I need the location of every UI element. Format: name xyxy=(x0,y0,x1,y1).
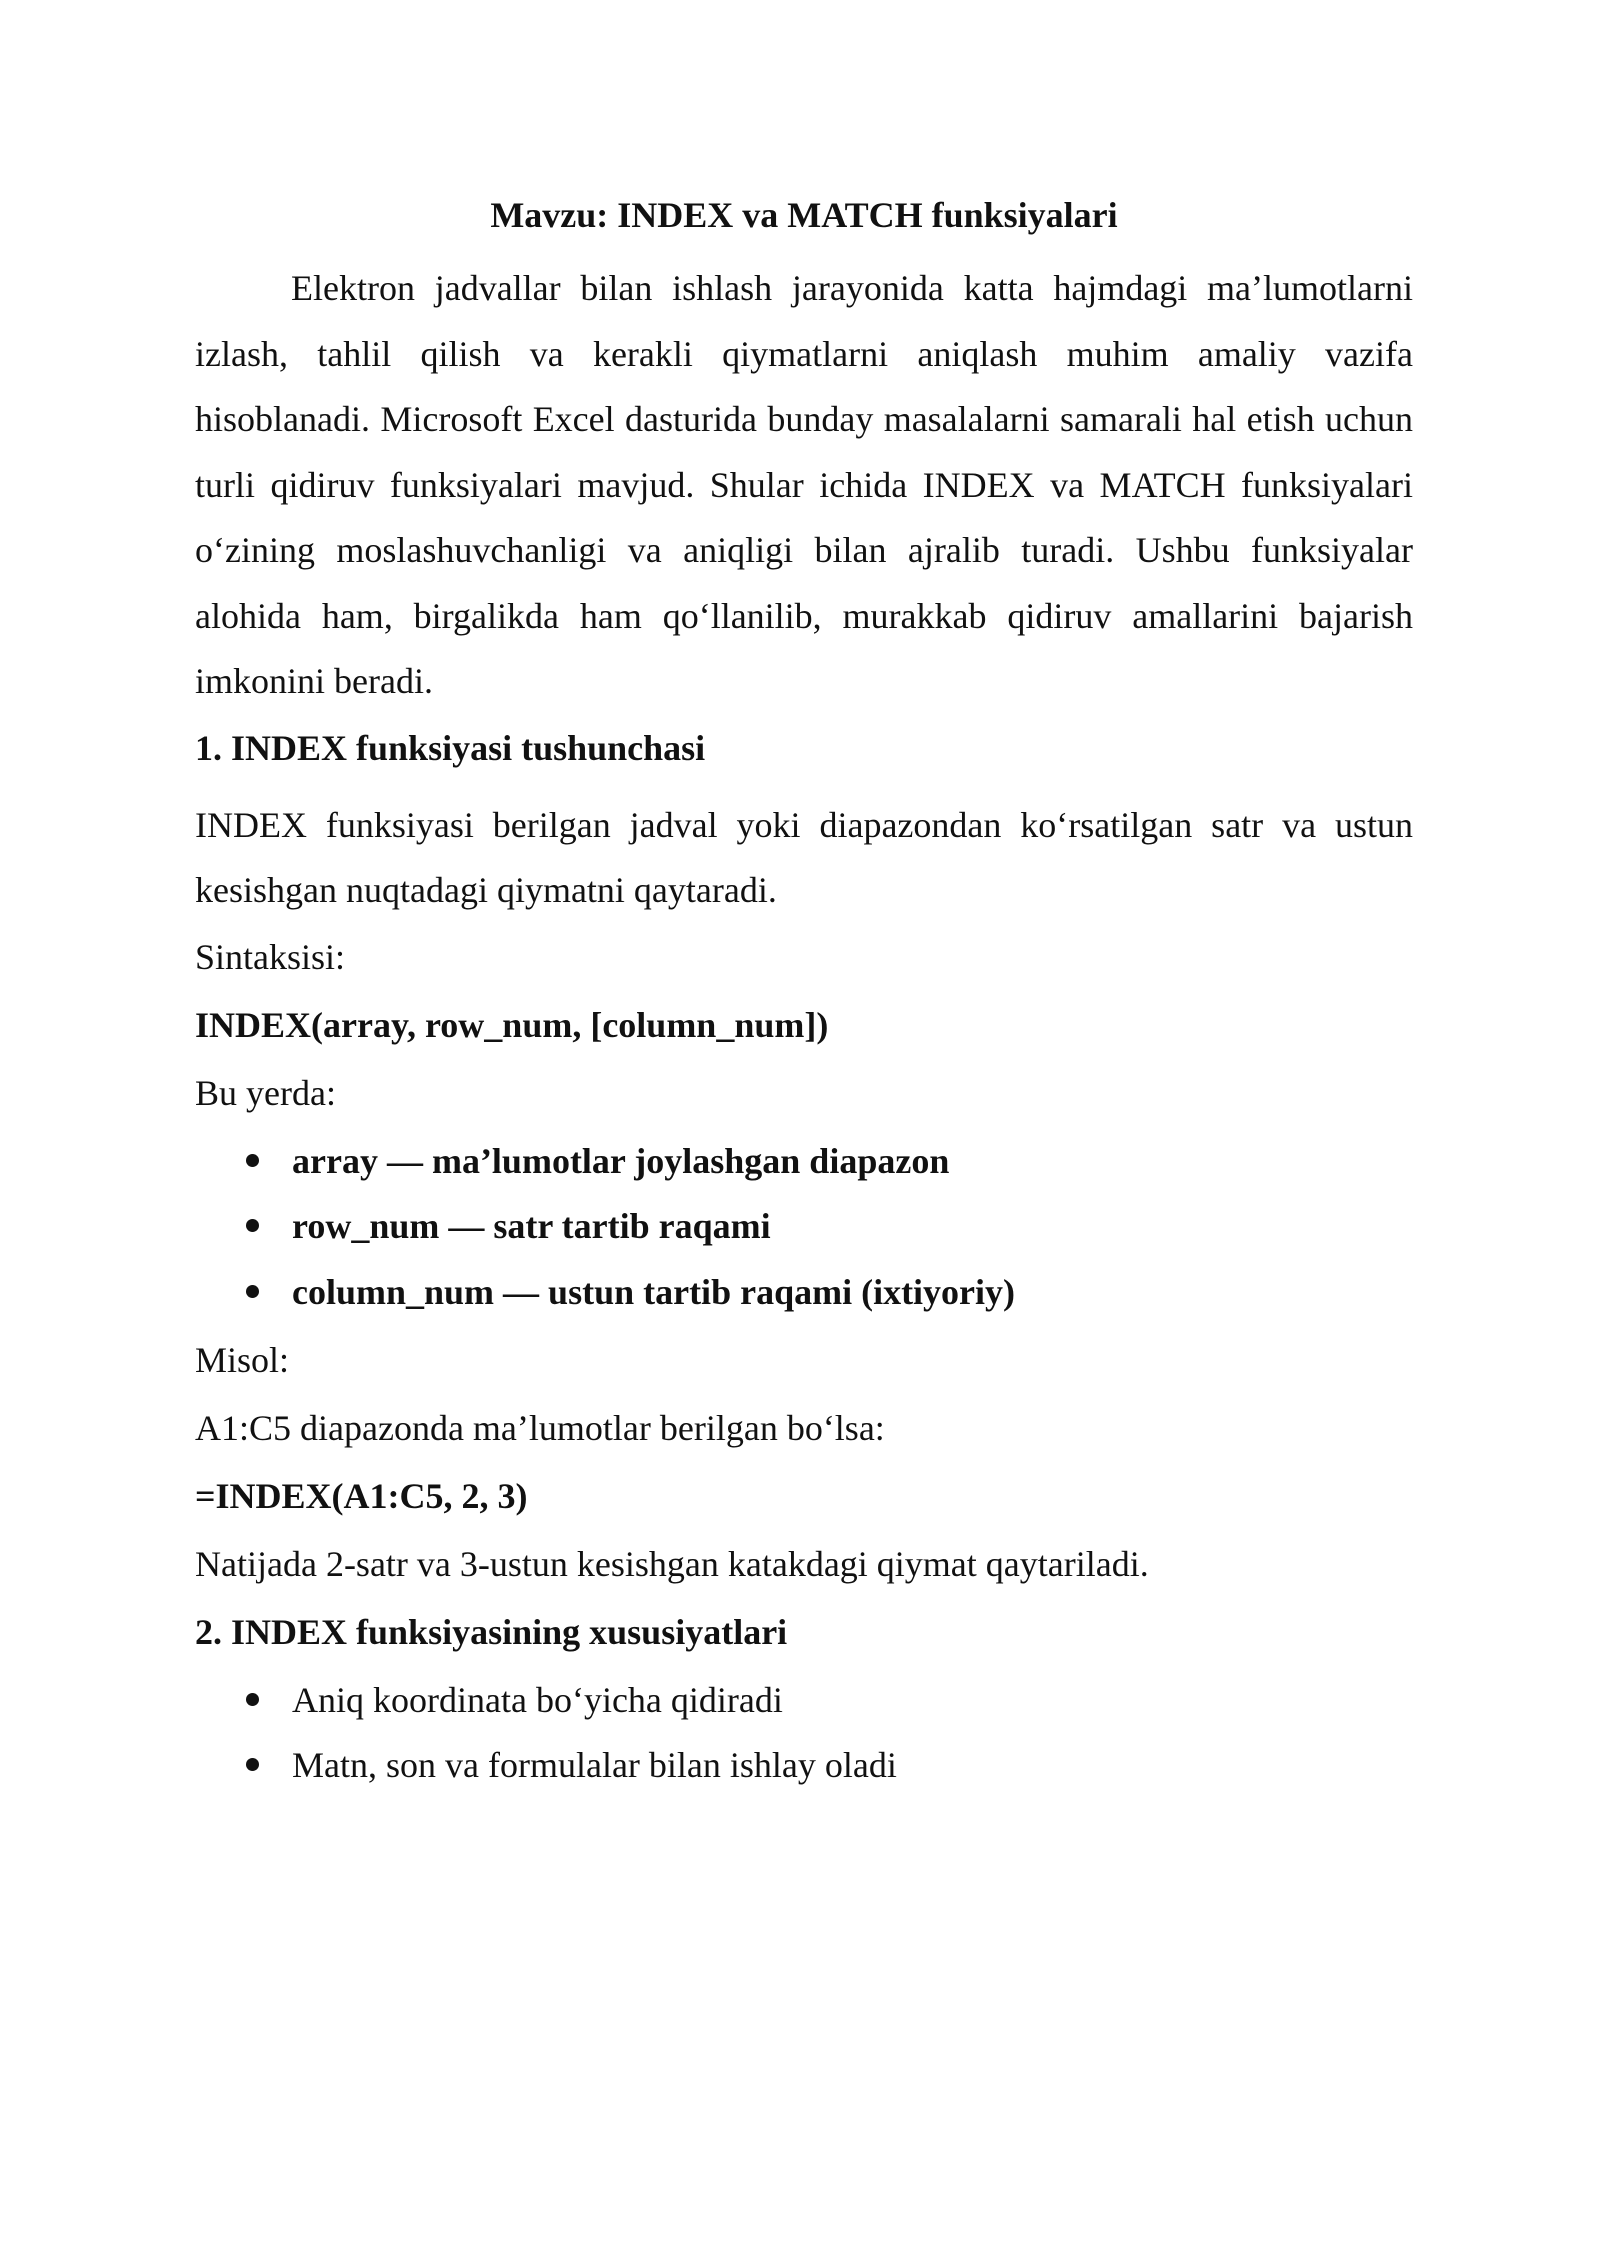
param-list xyxy=(195,1138,1413,1315)
example-formula: =INDEX(A1:C5, 2, 3) xyxy=(195,1475,528,1516)
list-item xyxy=(195,1138,1413,1184)
where-label: Bu yerda: xyxy=(195,1072,336,1113)
bullet-icon xyxy=(246,1285,259,1298)
document-page xyxy=(195,192,1413,1810)
list-item xyxy=(195,1269,1413,1315)
syntax-formula: INDEX(array, row_num, [column_num]) xyxy=(195,1004,829,1045)
feature-text: Matn, son va formulalar bilan ishlay oladi xyxy=(292,1745,897,1785)
param-text: array — ma’lumotlar joylashgan diapazon xyxy=(292,1140,950,1181)
example-context: A1:C5 diapazonda ma’lumotlar berilgan bo‘lsa: xyxy=(195,1407,885,1448)
syntax-label: Sintaksisi: xyxy=(195,936,346,977)
param-text: row_num — satr tartib raqami xyxy=(292,1206,771,1246)
list-item xyxy=(195,1203,1413,1249)
intro-paragraph: Elektron jadvallar bilan ishlash jarayonida katta hajmdagi ma’lumotlarni izlash, tahlil qilish va kerakli qiymatlarni aniqlash muhim amaliy vazifa hisoblanadi. Microsoft Excel dasturida bunday masalalarni samarali hal etish uchun turli qidiruv funksiyalari mavjud. Shular ichida INDEX va MATCH funksiyalari o‘zining moslashuvchanligi va aniqligi bilan ajralib turadi. Ushbu funksiyalar alohida ham, birgalikda ham qo‘llanilib, murakkab qidiruv amallarini bajarish imkonini beradi. xyxy=(195,268,1413,701)
param-text: column_num — ustun tartib raqami (ixtiyoriy) xyxy=(292,1271,1016,1312)
feature-text: Aniq koordinata bo‘yicha qidiradi xyxy=(292,1679,783,1720)
section-1-description: INDEX funksiyasi berilgan jadval yoki diapazondan ko‘rsatilgan satr va ustun kesishgan nuqtadagi qiymatni qaytaradi. xyxy=(195,804,1413,910)
bullet-icon xyxy=(246,1219,259,1232)
section-1-heading: 1. INDEX funksiyasi tushunchasi xyxy=(195,727,706,768)
example-label: Misol: xyxy=(195,1339,290,1380)
bullet-icon xyxy=(246,1154,259,1167)
bullet-icon xyxy=(246,1758,259,1771)
list-item xyxy=(195,1742,1413,1788)
bullet-icon xyxy=(246,1693,259,1706)
list-item xyxy=(195,1677,1413,1723)
feature-list xyxy=(195,1677,1413,1789)
section-2-heading: 2. INDEX funksiyasining xususiyatlari xyxy=(195,1611,788,1652)
document-title: Mavzu: INDEX va MATCH funksiyalari xyxy=(490,195,1118,235)
example-result: Natijada 2-satr va 3-ustun kesishgan katakdagi qiymat qaytariladi. xyxy=(195,1543,1149,1584)
